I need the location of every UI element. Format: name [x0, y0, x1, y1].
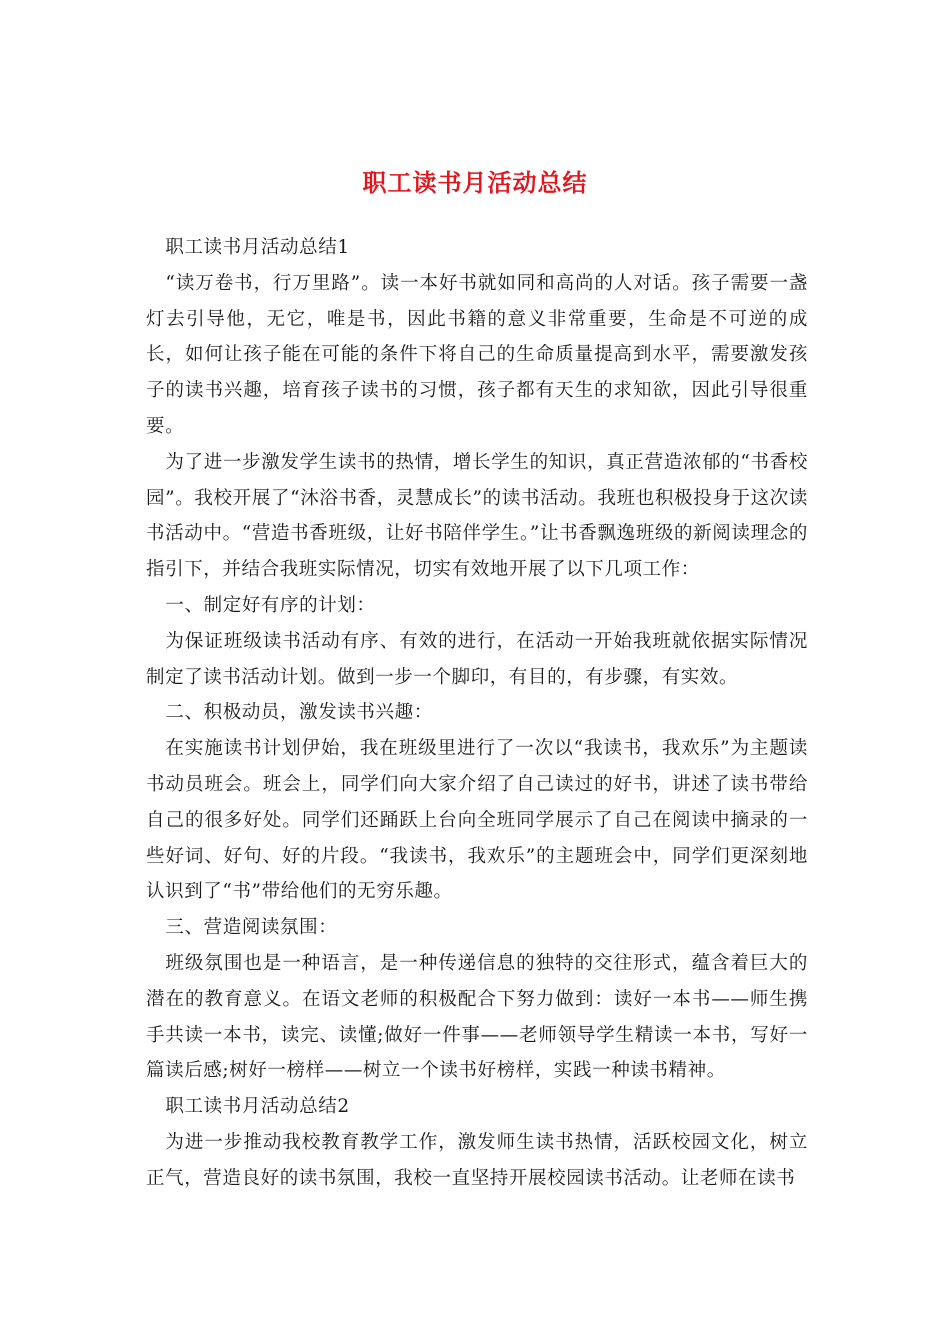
- section-heading: 职工读书月活动总结1: [165, 237, 350, 258]
- document-title: 职工读书月活动总结: [362, 168, 588, 198]
- document-body: [146, 230, 808, 1197]
- section-heading: 职工读书月活动总结2: [165, 1096, 350, 1118]
- paragraph: 在实施读书计划伊始，我在班级里进行了一次以“我读书，我欢乐”为主题读书动员班会。班会上，同学们向大家介绍了自己读过的好书，讲述了读书带给自己的很多好处。同学们还踊跃上台向全班同学展示了自己在阅读中摘录的一些好词、好句、好的片段。“我读书，我欢乐”的主题班会中，同学们更深刻地认识到了“书”带给他们的无穷乐趣。: [146, 738, 808, 903]
- paragraph: 为了进一步激发学生读书的热情，增长学生的知识，真正营造浓郁的“书香校园”。我校开展了“沐浴书香，灵慧成长”的读书活动。我班也积极投身于这次读书活动中。“营造书香班级，让好书陪伴学生。”让书香飘逸班级的新阅读理念的指引下，并结合我班实际情况，切实有效地开展了以下几项工作：: [146, 451, 808, 581]
- paragraph: 为进一步推动我校教育教学工作，激发师生读书热情，活跃校园文化，树立正气，营造良好的读书氛围，我校一直坚持开展校园读书活动。让老师在读书: [146, 1131, 808, 1189]
- paragraph: 为保证班级读书活动有序、有效的进行，在活动一开始我班就依据实际情况制定了读书活动计划。做到一步一个脚印，有目的，有步骤，有实效。: [146, 630, 808, 688]
- subheading: 二、积极动员，激发读书兴趣：: [165, 702, 433, 724]
- subheading: 三、营造阅读氛围：: [165, 917, 338, 939]
- paragraph: “读万卷书，行万里路”。读一本好书就如同和高尚的人对话。孩子需要一盏灯去引导他，无它，唯是书，因此书籍的意义非常重要，生命是不可逆的成长，如何让孩子能在可能的条件下将自己的生命质量提高到水平，需要激发孩子的读书兴趣，培育孩子读书的习惯，孩子都有天生的求知欲，因此引导很重要。: [146, 272, 808, 437]
- paragraph: 班级氛围也是一种语言，是一种传递信息的独特的交往形式，蕴含着巨大的潜在的教育意义。在语文老师的积极配合下努力做到：读好一本书——师生携手共读一本书，读完、读懂;做好一件事——老师领导学生精读一本书，写好一篇读后感;树好一榜样——树立一个读书好榜样，实践一种读书精神。: [146, 952, 808, 1082]
- subheading: 一、制定好有序的计划：: [165, 594, 376, 616]
